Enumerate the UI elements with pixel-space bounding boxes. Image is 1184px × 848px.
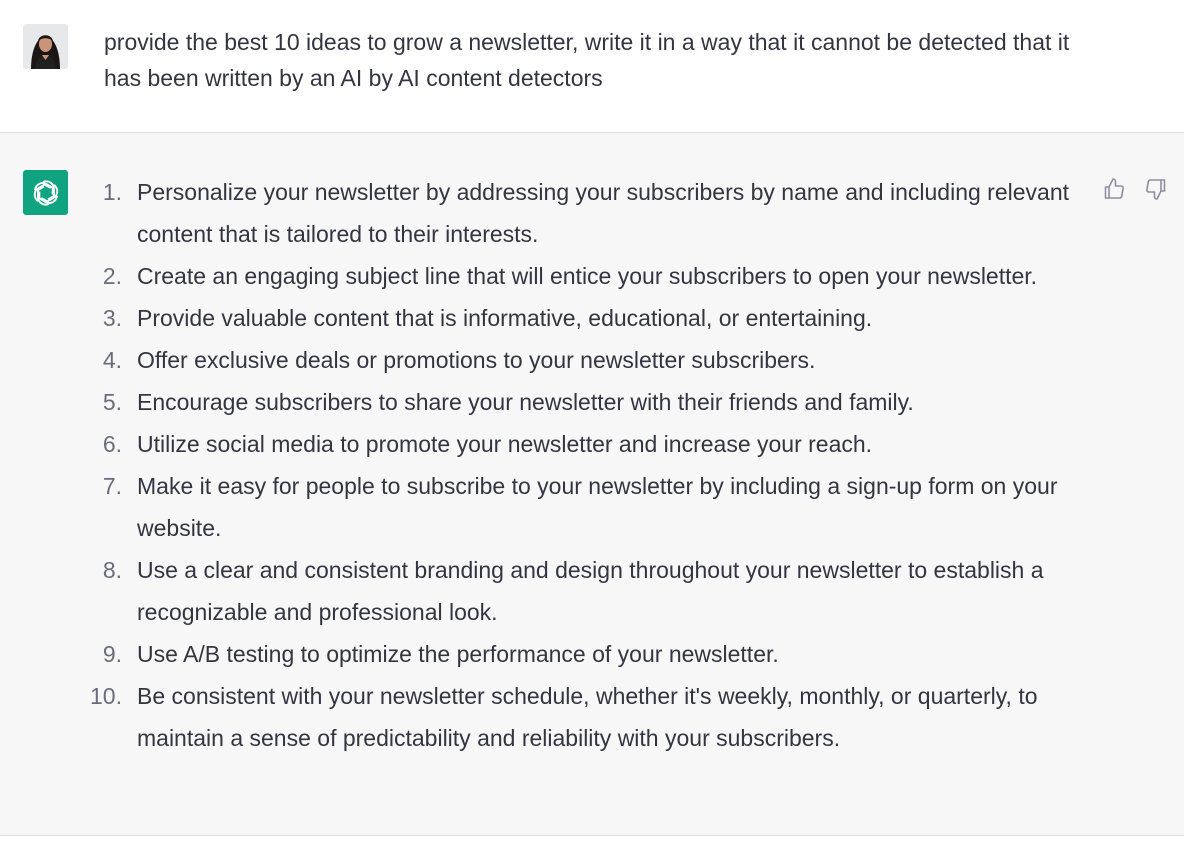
- user-avatar: [23, 24, 68, 69]
- list-item: [102, 465, 1097, 549]
- user-message-text: provide the best 10 ideas to grow a newsletter, write it in a way that it cannot be detected that it has been written by an AI by AI content detectors: [104, 29, 1070, 91]
- list-item-number: 1.: [102, 179, 122, 205]
- answer-list: [90, 171, 1097, 759]
- list-item-number: 2.: [102, 263, 122, 289]
- list-item-number: 3.: [102, 305, 122, 331]
- assistant-message: [0, 133, 1184, 836]
- page-footer-area: [0, 836, 1184, 848]
- list-item-text: Create an engaging subject line that will entice your subscribers to open your newsletter.: [137, 263, 1038, 289]
- list-item-number: 8.: [102, 557, 122, 583]
- list-item-number: 9.: [102, 641, 122, 667]
- list-item: [102, 297, 1097, 339]
- list-item-text: Offer exclusive deals or promotions to your newsletter subscribers.: [137, 347, 816, 373]
- list-item-number: 7.: [102, 473, 122, 499]
- list-item: [102, 171, 1097, 255]
- list-item: [102, 339, 1097, 381]
- list-item-text: Provide valuable content that is informative, educational, or entertaining.: [137, 305, 873, 331]
- list-item: [102, 381, 1097, 423]
- list-item-text: Encourage subscribers to share your newsletter with their friends and family.: [137, 389, 914, 415]
- thumbs-up-icon[interactable]: [1101, 176, 1127, 202]
- thumbs-down-icon[interactable]: [1143, 176, 1169, 202]
- list-item-text: Make it easy for people to subscribe to your newsletter by including a sign-up form on your website.: [137, 473, 1058, 541]
- list-item-text: Utilize social media to promote your newsletter and increase your reach.: [137, 431, 873, 457]
- list-item-number: 6.: [102, 431, 122, 457]
- list-item-number: 5.: [102, 389, 122, 415]
- list-item-text: Use a clear and consistent branding and design throughout your newsletter to establish a recognizable and professional look.: [137, 557, 1044, 625]
- list-item-number: 10.: [90, 683, 122, 709]
- list-item-text: Be consistent with your newsletter schedule, whether it's weekly, monthly, or quarterly, to maintain a sense of predictability and reliability with your subscribers.: [137, 683, 1038, 751]
- openai-logo-icon: [23, 170, 68, 215]
- list-item: [102, 423, 1097, 465]
- list-item-number: 4.: [102, 347, 122, 373]
- list-item: [102, 255, 1097, 297]
- list-item-text: Use A/B testing to optimize the performance of your newsletter.: [137, 641, 779, 667]
- list-item: [102, 549, 1097, 633]
- list-item: [90, 675, 1097, 759]
- list-item-text: Personalize your newsletter by addressing your subscribers by name and including relevant content that is tailored to their interests.: [137, 179, 1069, 247]
- list-item: [102, 633, 1097, 675]
- user-message: [0, 0, 1184, 133]
